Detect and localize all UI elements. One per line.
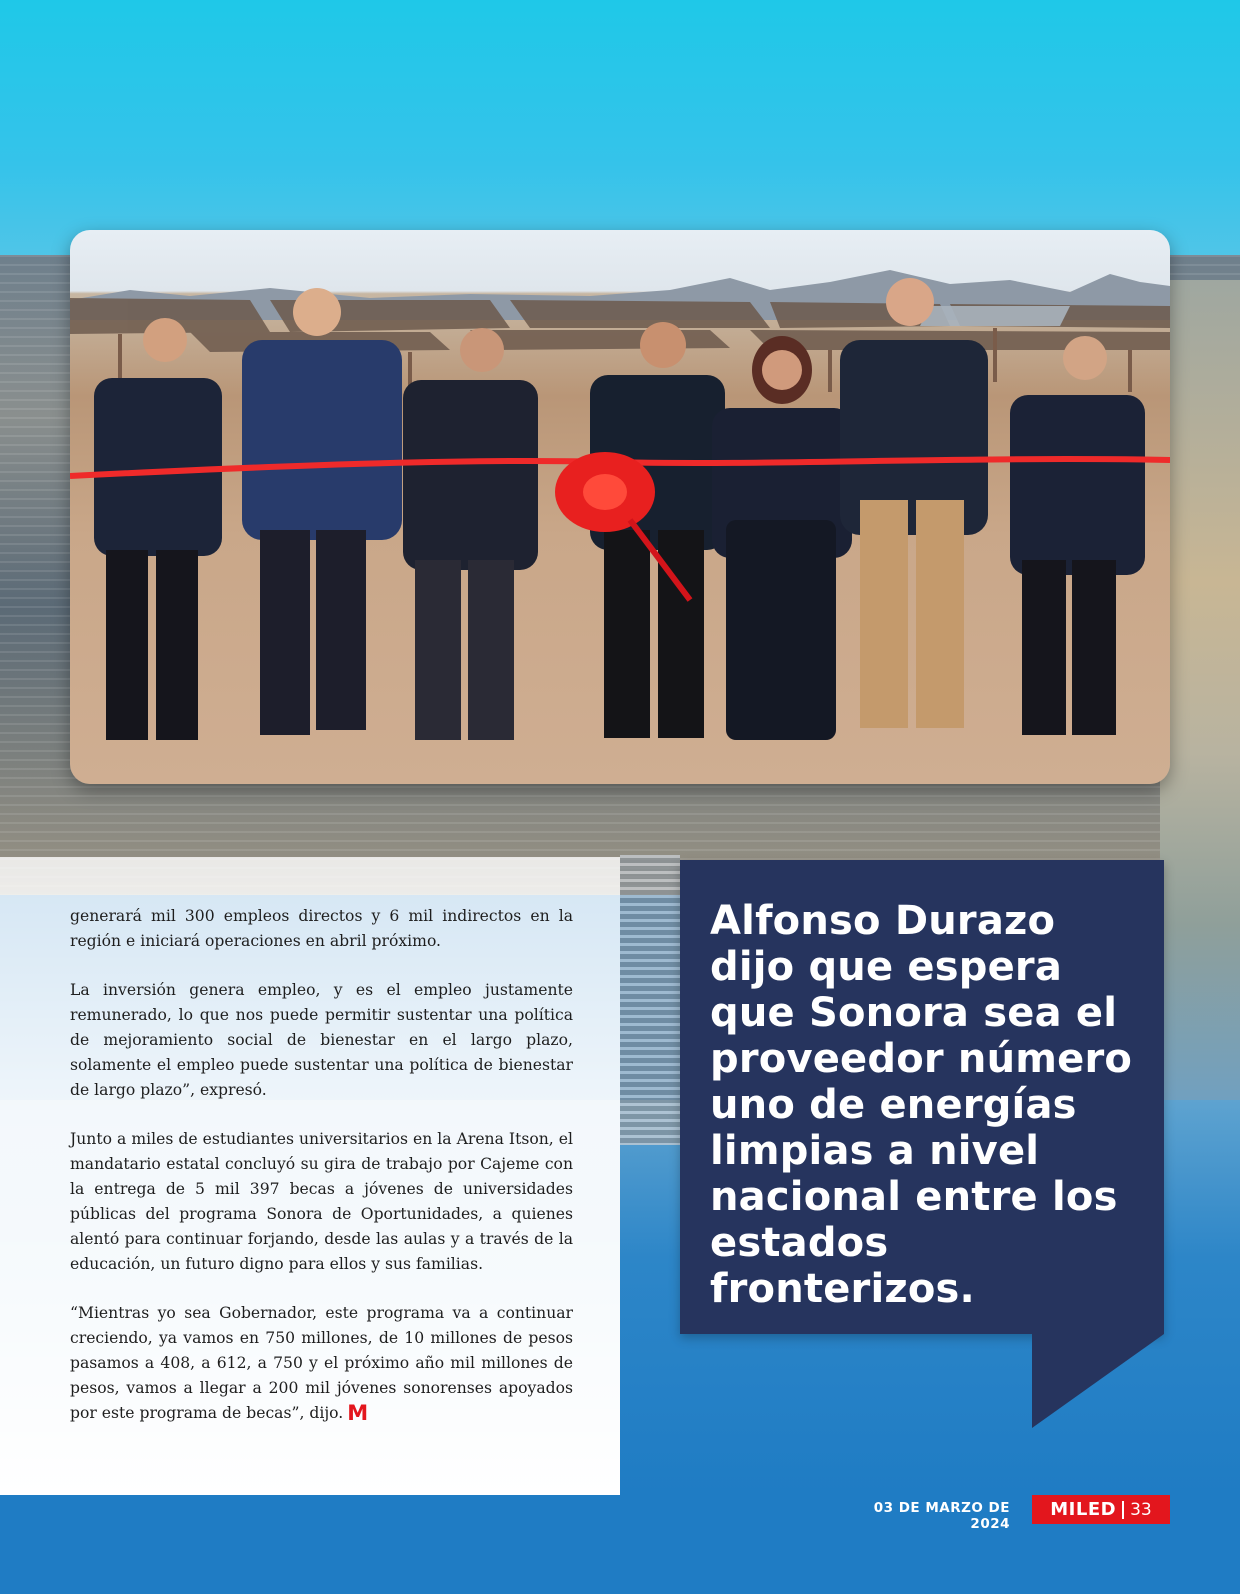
issue-date: 03 DE MARZO DE 2024	[873, 1500, 1010, 1532]
article-body	[70, 904, 573, 1450]
person-6	[840, 278, 988, 728]
page-number: 33	[1130, 1499, 1152, 1520]
people-illustration	[70, 230, 1170, 784]
pull-quote-tail	[1032, 1334, 1164, 1428]
person-7	[1010, 336, 1145, 735]
page-badge	[1032, 1495, 1170, 1524]
badge-divider	[1122, 1501, 1124, 1519]
person-2	[242, 288, 402, 735]
paragraph-text: “Mientras yo sea Gobernador, este programa va a continuar creciendo, ya vamos en 750 millones, de 10 millones de pesos pasamos a 408, a 612, a 750 y el próximo año mil millones de pesos, vamos a llegar a 200 mil jóvenes sonorenses apoyados por este programa de becas”, dijo.	[70, 1304, 573, 1422]
miled-end-mark-icon: M	[347, 1401, 368, 1425]
paragraph: La inversión genera empleo, y es el empleo justamente remunerado, lo que nos puede permitir sustentar una política de mejoramiento social de bienestar en el largo plazo, solamente el empleo puede sustentar una política de bienestar de largo plazo”, expresó.	[70, 981, 573, 1099]
paragraph: Junto a miles de estudiantes universitarios en la Arena Itson, el mandatario estatal concluyó su gira de trabajo por Cajeme con la entrega de 5 mil 397 becas a jóvenes de universidades públicas del programa Sonora de Oportunidades, a quienes alentó para continuar forjando, desde las aulas y a través de la educación, un futuro digno para ellos y sus familias.	[70, 1130, 573, 1273]
pull-quote-text: Alfonso Durazo dijo que espera que Sonora sea el proveedor número uno de energías limpias a nivel nacional entre los estados fronterizos.	[710, 898, 1133, 1312]
paragraph: generará mil 300 empleos directos y 6 mil indirectos en la región e iniciará operaciones en abril próximo.	[70, 907, 573, 950]
background-panels-strip	[620, 855, 680, 1145]
person-5	[712, 336, 852, 740]
ribbon-cutting-photo	[70, 230, 1170, 784]
brand-name: MILED	[1050, 1499, 1117, 1520]
paragraph-last	[70, 1301, 573, 1426]
person-3	[403, 328, 538, 740]
background-desert-edge	[1160, 280, 1240, 1140]
person-1	[94, 318, 222, 740]
